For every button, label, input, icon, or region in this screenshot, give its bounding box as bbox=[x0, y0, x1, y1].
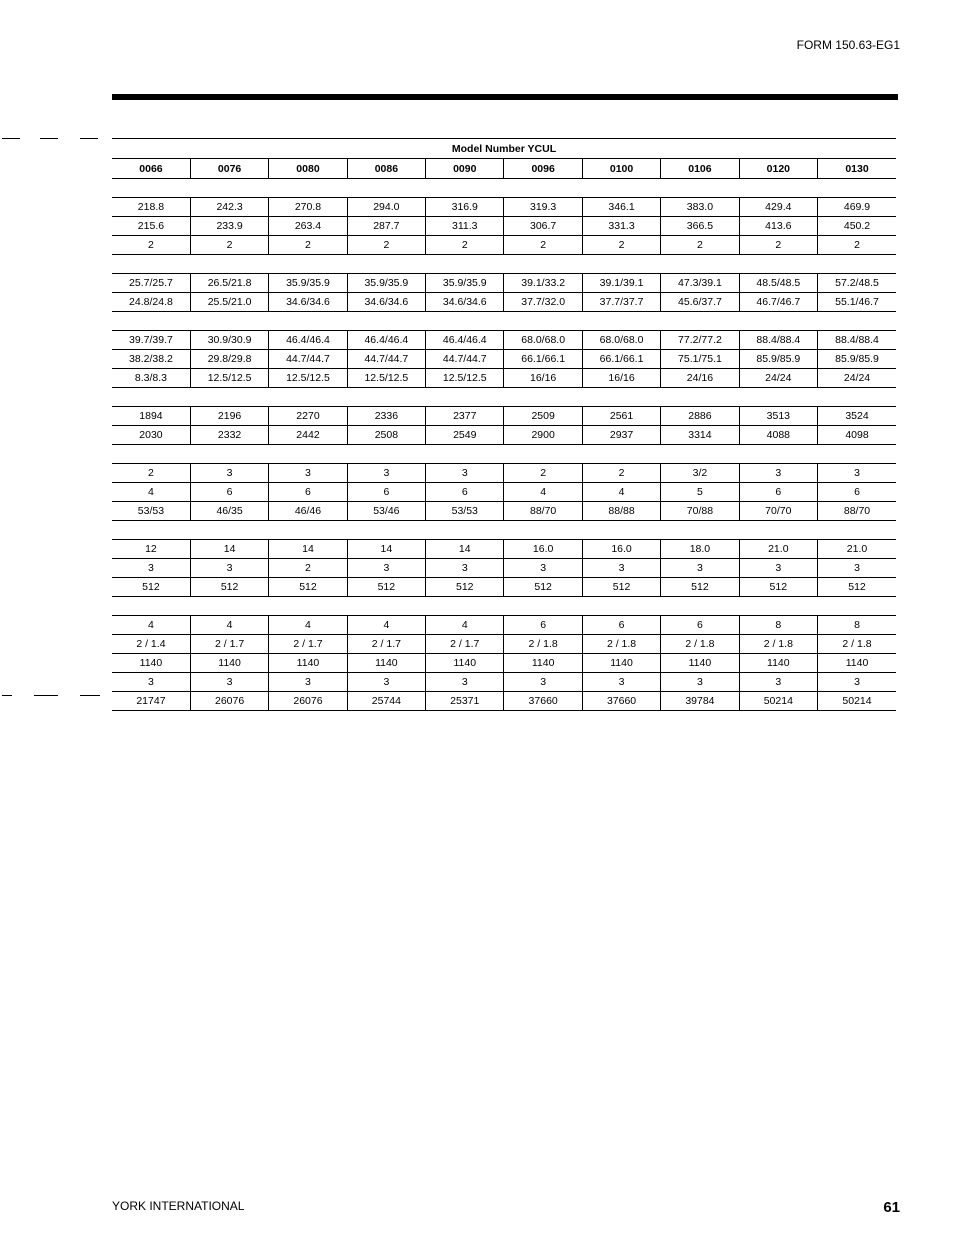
table-cell: 21747 bbox=[112, 692, 190, 711]
crop-mark bbox=[2, 138, 20, 139]
table-row bbox=[112, 559, 896, 578]
footer-company: YORK INTERNATIONAL bbox=[112, 1199, 245, 1213]
table-cell: 3 bbox=[661, 673, 739, 692]
spacer-cell bbox=[112, 179, 896, 198]
table-cell: 70/88 bbox=[661, 502, 739, 521]
table-cell: 2 bbox=[190, 236, 268, 255]
table-cell: 6 bbox=[269, 483, 347, 502]
table-cell: 469.9 bbox=[818, 198, 896, 217]
table-cell: 53/53 bbox=[426, 502, 504, 521]
table-row bbox=[112, 464, 896, 483]
crop-mark bbox=[34, 695, 58, 696]
table-cell: 44.7/44.7 bbox=[347, 350, 425, 369]
table-row bbox=[112, 692, 896, 711]
table-cell: 2336 bbox=[347, 407, 425, 426]
table-cell: 8 bbox=[818, 616, 896, 635]
table-cell: 3 bbox=[269, 673, 347, 692]
table-cell: 34.6/34.6 bbox=[347, 293, 425, 312]
table-row bbox=[112, 236, 896, 255]
table-cell: 1140 bbox=[582, 654, 660, 673]
table-cell: 88.4/88.4 bbox=[818, 331, 896, 350]
table-cell: 88/88 bbox=[582, 502, 660, 521]
table-cell: 2 / 1.8 bbox=[582, 635, 660, 654]
table-cell: 35.9/35.9 bbox=[269, 274, 347, 293]
table-cell: 37.7/32.0 bbox=[504, 293, 582, 312]
table-cell: 4098 bbox=[818, 426, 896, 445]
table-row bbox=[112, 293, 896, 312]
table-cell: 44.7/44.7 bbox=[426, 350, 504, 369]
table-cell: 512 bbox=[190, 578, 268, 597]
table-cell: 3524 bbox=[818, 407, 896, 426]
table-cell: 512 bbox=[818, 578, 896, 597]
table-row bbox=[112, 654, 896, 673]
table-cell: 512 bbox=[504, 578, 582, 597]
column-header-row bbox=[112, 159, 896, 179]
table-cell: 85.9/85.9 bbox=[818, 350, 896, 369]
column-header: 0096 bbox=[504, 159, 582, 179]
table-cell: 16/16 bbox=[582, 369, 660, 388]
table-cell: 8 bbox=[739, 616, 817, 635]
table-cell: 4 bbox=[190, 616, 268, 635]
section-spacer-row bbox=[112, 255, 896, 274]
column-header: 0120 bbox=[739, 159, 817, 179]
table-cell: 1140 bbox=[112, 654, 190, 673]
table-cell: 39784 bbox=[661, 692, 739, 711]
table-cell: 4 bbox=[112, 616, 190, 635]
table-cell: 512 bbox=[269, 578, 347, 597]
table-cell: 512 bbox=[661, 578, 739, 597]
table-cell: 2 bbox=[269, 559, 347, 578]
column-header: 0076 bbox=[190, 159, 268, 179]
table-cell: 2 / 1.8 bbox=[504, 635, 582, 654]
table-cell: 429.4 bbox=[739, 198, 817, 217]
table-cell: 3 bbox=[582, 673, 660, 692]
table-cell: 26076 bbox=[269, 692, 347, 711]
table-cell: 3 bbox=[190, 673, 268, 692]
table-cell: 2549 bbox=[426, 426, 504, 445]
table-title: Model Number YCUL bbox=[112, 139, 896, 159]
table-row bbox=[112, 426, 896, 445]
table-cell: 512 bbox=[347, 578, 425, 597]
table-cell: 46.4/46.4 bbox=[426, 331, 504, 350]
table-cell: 3 bbox=[347, 673, 425, 692]
table-cell: 2 bbox=[582, 464, 660, 483]
table-row bbox=[112, 217, 896, 236]
table-cell: 4 bbox=[112, 483, 190, 502]
table-cell: 6 bbox=[347, 483, 425, 502]
table-cell: 66.1/66.1 bbox=[504, 350, 582, 369]
table-row bbox=[112, 274, 896, 293]
table-cell: 3 bbox=[426, 559, 504, 578]
table-cell: 46/35 bbox=[190, 502, 268, 521]
table-cell: 18.0 bbox=[661, 540, 739, 559]
table-cell: 2508 bbox=[347, 426, 425, 445]
table-cell: 2 bbox=[504, 464, 582, 483]
table-cell: 270.8 bbox=[269, 198, 347, 217]
table-cell: 2 bbox=[112, 236, 190, 255]
table-cell: 37660 bbox=[582, 692, 660, 711]
table-cell: 1894 bbox=[112, 407, 190, 426]
table-cell: 3 bbox=[347, 464, 425, 483]
table-cell: 2509 bbox=[504, 407, 582, 426]
table-cell: 3 bbox=[426, 673, 504, 692]
table-cell: 311.3 bbox=[426, 217, 504, 236]
spacer-cell bbox=[112, 445, 896, 464]
table-cell: 39.7/39.7 bbox=[112, 331, 190, 350]
table-cell: 53/53 bbox=[112, 502, 190, 521]
table-cell: 3 bbox=[504, 673, 582, 692]
table-cell: 48.5/48.5 bbox=[739, 274, 817, 293]
table-cell: 24/16 bbox=[661, 369, 739, 388]
table-cell: 4 bbox=[347, 616, 425, 635]
table-cell: 2 bbox=[661, 236, 739, 255]
table-cell: 4 bbox=[504, 483, 582, 502]
table-cell: 14 bbox=[426, 540, 504, 559]
table-cell: 46.4/46.4 bbox=[347, 331, 425, 350]
table-cell: 85.9/85.9 bbox=[739, 350, 817, 369]
table-cell: 88/70 bbox=[818, 502, 896, 521]
table-cell: 24/24 bbox=[739, 369, 817, 388]
table-cell: 5 bbox=[661, 483, 739, 502]
table-cell: 26.5/21.8 bbox=[190, 274, 268, 293]
table-cell: 4 bbox=[426, 616, 504, 635]
table-cell: 70/70 bbox=[739, 502, 817, 521]
table-cell: 512 bbox=[112, 578, 190, 597]
table-cell: 50214 bbox=[739, 692, 817, 711]
table-cell: 46/46 bbox=[269, 502, 347, 521]
table-cell: 24.8/24.8 bbox=[112, 293, 190, 312]
table-cell: 3314 bbox=[661, 426, 739, 445]
table-cell: 233.9 bbox=[190, 217, 268, 236]
table-row bbox=[112, 502, 896, 521]
table-cell: 4 bbox=[582, 483, 660, 502]
table-cell: 35.9/35.9 bbox=[347, 274, 425, 293]
table-cell: 287.7 bbox=[347, 217, 425, 236]
table-cell: 366.5 bbox=[661, 217, 739, 236]
table-row bbox=[112, 635, 896, 654]
table-cell: 14 bbox=[269, 540, 347, 559]
table-cell: 3 bbox=[739, 464, 817, 483]
crop-mark bbox=[40, 138, 58, 139]
table-cell: 306.7 bbox=[504, 217, 582, 236]
table-cell: 2 bbox=[739, 236, 817, 255]
table-row bbox=[112, 331, 896, 350]
table-cell: 55.1/46.7 bbox=[818, 293, 896, 312]
table-cell: 3 bbox=[112, 559, 190, 578]
spacer-cell bbox=[112, 521, 896, 540]
table-cell: 450.2 bbox=[818, 217, 896, 236]
table-cell: 2332 bbox=[190, 426, 268, 445]
table-cell: 25.7/25.7 bbox=[112, 274, 190, 293]
table-cell: 8.3/8.3 bbox=[112, 369, 190, 388]
column-header: 0106 bbox=[661, 159, 739, 179]
table-row bbox=[112, 198, 896, 217]
table-cell: 2 / 1.7 bbox=[190, 635, 268, 654]
page-number: 61 bbox=[883, 1199, 900, 1216]
table-cell: 2 bbox=[818, 236, 896, 255]
table-cell: 3 bbox=[661, 559, 739, 578]
table-cell: 512 bbox=[426, 578, 504, 597]
table-cell: 2 / 1.7 bbox=[347, 635, 425, 654]
spacer-cell bbox=[112, 312, 896, 331]
table-cell: 3 bbox=[818, 673, 896, 692]
table-cell: 3 bbox=[582, 559, 660, 578]
table-row bbox=[112, 350, 896, 369]
table-cell: 242.3 bbox=[190, 198, 268, 217]
section-spacer-row bbox=[112, 179, 896, 198]
table-cell: 25744 bbox=[347, 692, 425, 711]
table-cell: 24/24 bbox=[818, 369, 896, 388]
table-cell: 512 bbox=[582, 578, 660, 597]
table-cell: 383.0 bbox=[661, 198, 739, 217]
table-cell: 218.8 bbox=[112, 198, 190, 217]
column-header: 0086 bbox=[347, 159, 425, 179]
table-cell: 1140 bbox=[269, 654, 347, 673]
table-cell: 316.9 bbox=[426, 198, 504, 217]
table-cell: 3/2 bbox=[661, 464, 739, 483]
table-cell: 53/46 bbox=[347, 502, 425, 521]
table-cell: 6 bbox=[504, 616, 582, 635]
table-cell: 413.6 bbox=[739, 217, 817, 236]
table-cell: 3 bbox=[818, 464, 896, 483]
section-spacer-row bbox=[112, 521, 896, 540]
table-cell: 3 bbox=[504, 559, 582, 578]
table-cell: 2 / 1.7 bbox=[426, 635, 504, 654]
table-cell: 35.9/35.9 bbox=[426, 274, 504, 293]
table-cell: 37.7/37.7 bbox=[582, 293, 660, 312]
table-cell: 2 bbox=[347, 236, 425, 255]
table-cell: 2 bbox=[582, 236, 660, 255]
table-cell: 2030 bbox=[112, 426, 190, 445]
table-cell: 2937 bbox=[582, 426, 660, 445]
table-cell: 1140 bbox=[426, 654, 504, 673]
spacer-cell bbox=[112, 388, 896, 407]
table-cell: 39.1/33.2 bbox=[504, 274, 582, 293]
crop-mark bbox=[80, 138, 98, 139]
table-cell: 294.0 bbox=[347, 198, 425, 217]
table-cell: 1140 bbox=[739, 654, 817, 673]
table-cell: 2196 bbox=[190, 407, 268, 426]
table-cell: 12.5/12.5 bbox=[426, 369, 504, 388]
spacer-cell bbox=[112, 597, 896, 616]
column-header: 0100 bbox=[582, 159, 660, 179]
table-cell: 30.9/30.9 bbox=[190, 331, 268, 350]
table-cell: 14 bbox=[190, 540, 268, 559]
table-cell: 2886 bbox=[661, 407, 739, 426]
table-cell: 6 bbox=[661, 616, 739, 635]
table-cell: 6 bbox=[818, 483, 896, 502]
table-cell: 2 bbox=[112, 464, 190, 483]
table-cell: 2 / 1.7 bbox=[269, 635, 347, 654]
table-cell: 38.2/38.2 bbox=[112, 350, 190, 369]
table-cell: 4088 bbox=[739, 426, 817, 445]
table-row bbox=[112, 540, 896, 559]
section-spacer-row bbox=[112, 388, 896, 407]
table-cell: 2377 bbox=[426, 407, 504, 426]
table-cell: 57.2/48.5 bbox=[818, 274, 896, 293]
table-cell: 12 bbox=[112, 540, 190, 559]
table-row bbox=[112, 407, 896, 426]
table-cell: 319.3 bbox=[504, 198, 582, 217]
specification-table bbox=[112, 138, 896, 711]
table-cell: 2 / 1.4 bbox=[112, 635, 190, 654]
table-cell: 25.5/21.0 bbox=[190, 293, 268, 312]
table-cell: 2 / 1.8 bbox=[739, 635, 817, 654]
table-cell: 3 bbox=[190, 559, 268, 578]
table-cell: 4 bbox=[269, 616, 347, 635]
table-cell: 12.5/12.5 bbox=[190, 369, 268, 388]
table-cell: 1140 bbox=[504, 654, 582, 673]
column-header: 0066 bbox=[112, 159, 190, 179]
table-cell: 46.7/46.7 bbox=[739, 293, 817, 312]
table-cell: 68.0/68.0 bbox=[504, 331, 582, 350]
table-cell: 2561 bbox=[582, 407, 660, 426]
section-spacer-row bbox=[112, 597, 896, 616]
table-cell: 16.0 bbox=[582, 540, 660, 559]
header-rule bbox=[112, 94, 898, 100]
table-cell: 75.1/75.1 bbox=[661, 350, 739, 369]
table-cell: 215.6 bbox=[112, 217, 190, 236]
table-cell: 2 bbox=[504, 236, 582, 255]
table-cell: 512 bbox=[739, 578, 817, 597]
column-header: 0090 bbox=[426, 159, 504, 179]
table-cell: 1140 bbox=[190, 654, 268, 673]
table-cell: 3 bbox=[190, 464, 268, 483]
table-cell: 1140 bbox=[661, 654, 739, 673]
column-header: 0130 bbox=[818, 159, 896, 179]
table-row bbox=[112, 369, 896, 388]
table-cell: 3 bbox=[269, 464, 347, 483]
table-cell: 34.6/34.6 bbox=[426, 293, 504, 312]
section-spacer-row bbox=[112, 312, 896, 331]
table-cell: 3 bbox=[818, 559, 896, 578]
table-cell: 331.3 bbox=[582, 217, 660, 236]
table-cell: 77.2/77.2 bbox=[661, 331, 739, 350]
form-number: FORM 150.63-EG1 bbox=[796, 38, 900, 52]
table-cell: 39.1/39.1 bbox=[582, 274, 660, 293]
table-cell: 6 bbox=[739, 483, 817, 502]
table-body bbox=[112, 179, 896, 711]
table-row bbox=[112, 616, 896, 635]
table-cell: 47.3/39.1 bbox=[661, 274, 739, 293]
section-spacer-row bbox=[112, 445, 896, 464]
table-row bbox=[112, 483, 896, 502]
table-cell: 29.8/29.8 bbox=[190, 350, 268, 369]
table-cell: 263.4 bbox=[269, 217, 347, 236]
table-cell: 44.7/44.7 bbox=[269, 350, 347, 369]
table-row bbox=[112, 578, 896, 597]
table-cell: 3 bbox=[739, 559, 817, 578]
crop-mark bbox=[2, 695, 12, 696]
table-cell: 2900 bbox=[504, 426, 582, 445]
table-cell: 46.4/46.4 bbox=[269, 331, 347, 350]
table-cell: 1140 bbox=[347, 654, 425, 673]
table-cell: 2 / 1.8 bbox=[661, 635, 739, 654]
table-cell: 16/16 bbox=[504, 369, 582, 388]
table-cell: 3 bbox=[112, 673, 190, 692]
table-row bbox=[112, 673, 896, 692]
table-cell: 88.4/88.4 bbox=[739, 331, 817, 350]
table-cell: 25371 bbox=[426, 692, 504, 711]
table-cell: 37660 bbox=[504, 692, 582, 711]
table-cell: 6 bbox=[426, 483, 504, 502]
table-cell: 3 bbox=[347, 559, 425, 578]
table-cell: 21.0 bbox=[739, 540, 817, 559]
table-cell: 12.5/12.5 bbox=[269, 369, 347, 388]
column-header: 0080 bbox=[269, 159, 347, 179]
table-cell: 346.1 bbox=[582, 198, 660, 217]
table-cell: 6 bbox=[582, 616, 660, 635]
table-cell: 2270 bbox=[269, 407, 347, 426]
table-cell: 88/70 bbox=[504, 502, 582, 521]
table-cell: 12.5/12.5 bbox=[347, 369, 425, 388]
table-cell: 1140 bbox=[818, 654, 896, 673]
table-cell: 2 bbox=[426, 236, 504, 255]
spacer-cell bbox=[112, 255, 896, 274]
table-cell: 50214 bbox=[818, 692, 896, 711]
table-cell: 2 / 1.8 bbox=[818, 635, 896, 654]
table-cell: 2442 bbox=[269, 426, 347, 445]
table-cell: 3 bbox=[739, 673, 817, 692]
table-cell: 68.0/68.0 bbox=[582, 331, 660, 350]
table-cell: 26076 bbox=[190, 692, 268, 711]
table-cell: 66.1/66.1 bbox=[582, 350, 660, 369]
table-cell: 2 bbox=[269, 236, 347, 255]
table-cell: 16.0 bbox=[504, 540, 582, 559]
table-cell: 6 bbox=[190, 483, 268, 502]
table-cell: 14 bbox=[347, 540, 425, 559]
table-cell: 3513 bbox=[739, 407, 817, 426]
table-cell: 45.6/37.7 bbox=[661, 293, 739, 312]
table-cell: 21.0 bbox=[818, 540, 896, 559]
table-cell: 34.6/34.6 bbox=[269, 293, 347, 312]
crop-mark bbox=[80, 695, 100, 696]
table-cell: 3 bbox=[426, 464, 504, 483]
